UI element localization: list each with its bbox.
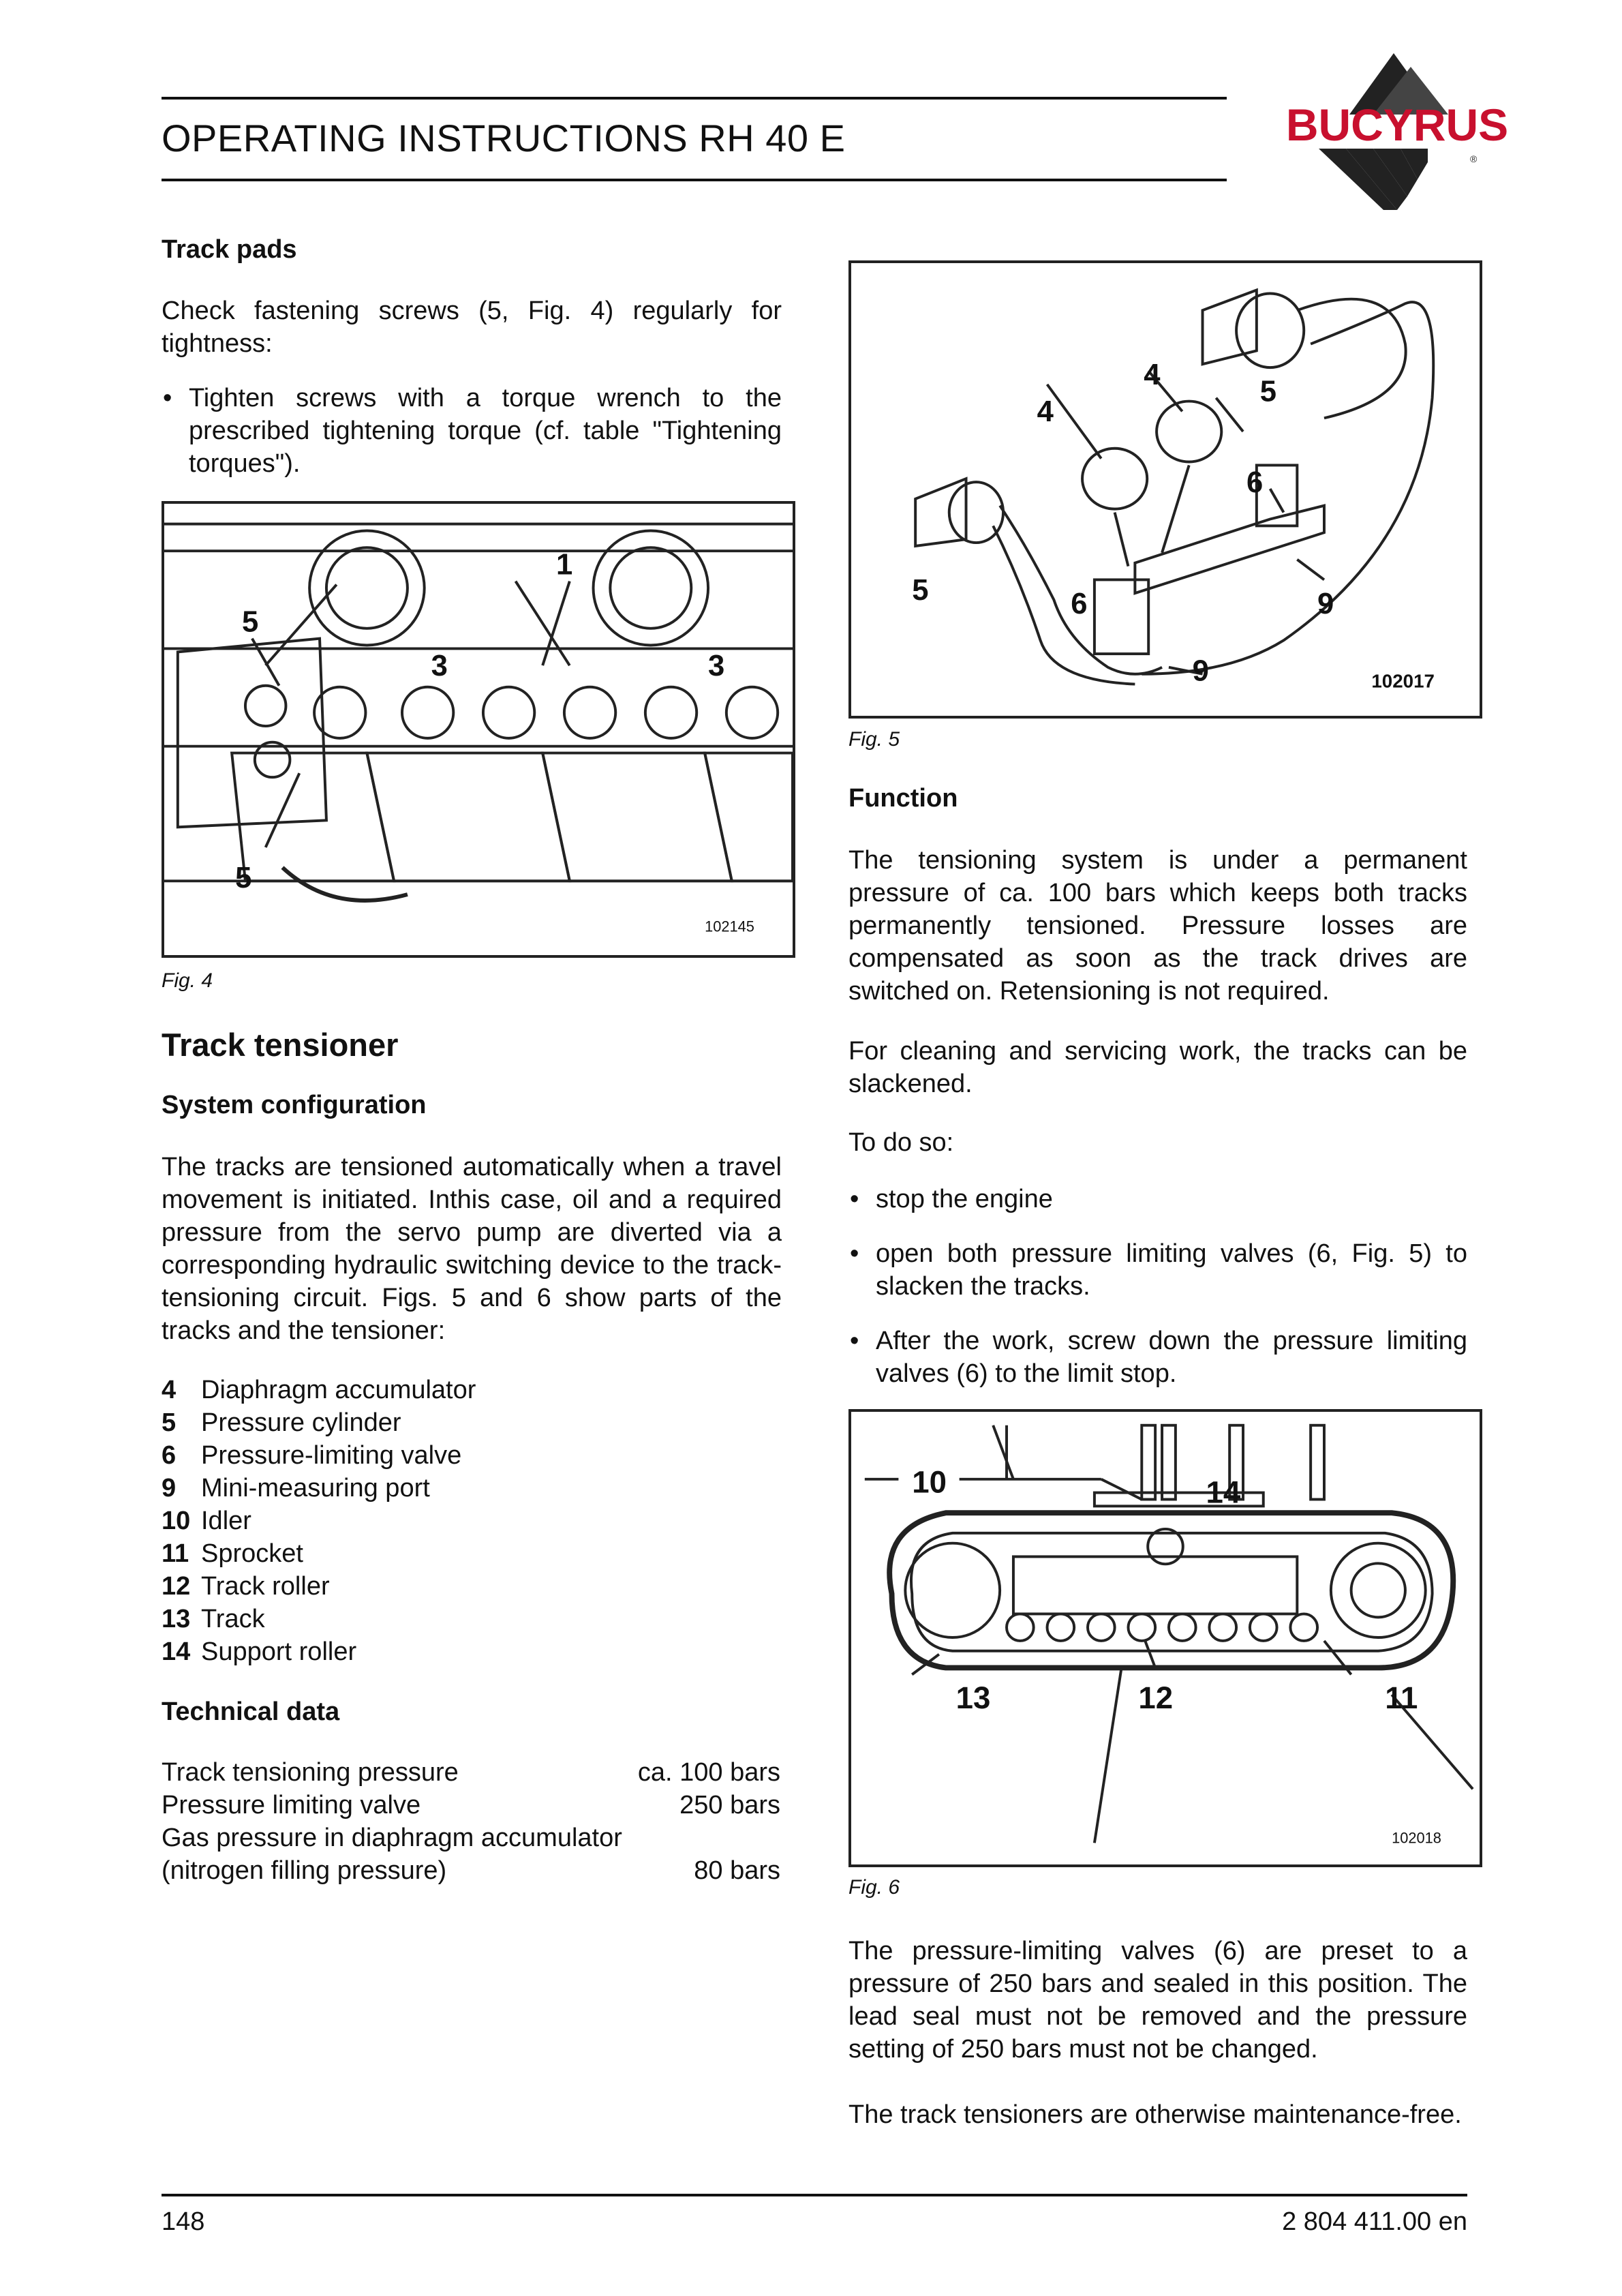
track-pads-heading: Track pads <box>162 235 297 264</box>
track-tensioner-heading: Track tensioner <box>162 1027 399 1063</box>
todo-text: To do so: <box>848 1128 954 1157</box>
cleaning-text: For cleaning and servicing work, the tracks can be slackened. <box>848 1037 1467 1098</box>
procedure-step <box>850 1325 1467 1390</box>
fig5-label-6-left: 6 <box>1071 587 1088 620</box>
bullet-dot: • <box>850 1185 859 1213</box>
svg-text:®: ® <box>1470 153 1478 164</box>
legend-number: 11 <box>162 1539 189 1568</box>
legend-item <box>162 1537 303 1570</box>
legend-number: 4 <box>162 1376 177 1404</box>
fig5-label-5-top: 5 <box>1259 375 1277 408</box>
legend-item <box>162 1472 430 1505</box>
procedure-step-text: open both pressure limiting valves (6, Fig. 5) to slacken the tracks. <box>876 1239 1467 1301</box>
fig6-label-13: 13 <box>955 1680 991 1715</box>
legend-number: 6 <box>162 1441 177 1470</box>
fig6-label-11: 11 <box>1385 1680 1418 1715</box>
legend-label: Diaphragm accumulator <box>201 1376 476 1404</box>
procedure-step <box>850 1237 1467 1303</box>
legend-item <box>162 1570 330 1603</box>
procedure-step-text: After the work, screw down the pressure limiting valves (6) to the limit stop. <box>876 1327 1467 1388</box>
legend-label: Sprocket <box>201 1539 303 1568</box>
figure-4-track-pads <box>162 501 795 958</box>
technical-label: Track tensioning pressure <box>162 1758 459 1787</box>
preset-text: The pressure-limiting valves (6) are preset to a pressure of 250 bars and sealed in this position. The lead seal must not be removed and the pressure setting of 250 bars must not be changed. <box>848 1937 1467 2064</box>
procedure-step <box>850 1183 1467 1215</box>
legend-label: Track roller <box>201 1572 330 1601</box>
legend-label: Mini-measuring port <box>201 1474 430 1502</box>
technical-value: ca. 100 bars <box>637 1758 780 1787</box>
legend-item <box>162 1505 251 1537</box>
fig5-label-6-top: 6 <box>1246 466 1264 499</box>
fig4-label-5-bottom: 5 <box>235 862 252 895</box>
legend-number: 13 <box>162 1605 191 1633</box>
fig4-number: 102145 <box>705 918 754 935</box>
bullet-dot: • <box>163 384 172 412</box>
legend-item <box>162 1439 461 1472</box>
technical-row <box>162 1822 780 1854</box>
technical-row <box>162 1756 780 1789</box>
bullet-dot: • <box>850 1327 859 1355</box>
legend-label: Track <box>201 1605 265 1633</box>
header-bottom-rule <box>162 179 1227 181</box>
fig6-label-12: 12 <box>1138 1680 1174 1715</box>
fig5-label-4-left: 4 <box>1037 395 1054 429</box>
technical-value: 250 bars <box>679 1791 780 1819</box>
technical-value: 80 bars <box>694 1856 780 1885</box>
footer-rule <box>162 2194 1467 2196</box>
technical-row <box>162 1789 780 1822</box>
procedure-step-text: stop the engine <box>876 1185 1053 1213</box>
fig4-label-1: 1 <box>556 548 573 581</box>
legend-label: Idler <box>201 1507 251 1535</box>
legend-item <box>162 1406 401 1439</box>
fig6-label-14: 14 <box>1206 1475 1241 1510</box>
legend-number: 10 <box>162 1507 191 1535</box>
legend-label: Pressure-limiting valve <box>201 1441 462 1470</box>
legend-label: Support roller <box>201 1637 357 1666</box>
fig5-caption: Fig. 5 <box>848 728 900 751</box>
track-pads-text: Check fastening screws (5, Fig. 4) regularly for tightness: <box>162 297 782 358</box>
fig5-label-9-right: 9 <box>1317 587 1334 620</box>
fig5-label-5-left: 5 <box>912 574 929 607</box>
fig5-label-9-bottom: 9 <box>1192 654 1209 688</box>
track-pads-bullet-text: Tighten screws with a torque wrench to the prescribed tightening torque (cf. table "Tightening torques"). <box>189 384 782 478</box>
legend-number: 12 <box>162 1572 191 1601</box>
page-number: 148 <box>162 2207 205 2236</box>
document-id: 2 804 411.00 en <box>1282 2207 1467 2236</box>
page-title: OPERATING INSTRUCTIONS RH 40 E <box>162 117 846 160</box>
system-configuration-heading: System configuration <box>162 1091 427 1119</box>
system-configuration-text: The tracks are tensioned automatically when a travel movement is initiated. Inthis case, oil and a required pressure from the servo pump are diverted via a corresponding hydraulic switching device to the track-tensioning circuit. Figs. 5 and 6 show parts of the tracks and the tensioner: <box>162 1153 782 1345</box>
figure-5-tensioner-hydraulics <box>848 260 1482 719</box>
figure-6-track-assembly <box>848 1409 1482 1867</box>
legend-item <box>162 1603 265 1635</box>
legend-item <box>162 1374 476 1406</box>
bucyrus-logo <box>1264 53 1530 217</box>
fig4-caption: Fig. 4 <box>162 969 213 992</box>
fig6-number: 102018 <box>1392 1829 1441 1847</box>
legend-label: Pressure cylinder <box>201 1408 401 1437</box>
brand-text: BUCYRUS <box>1285 100 1509 150</box>
maintenance-text: The track tensioners are otherwise maintenance-free. <box>848 2100 1462 2129</box>
track-pads-bullet <box>163 382 782 480</box>
function-text: The tensioning system is under a permanent pressure of ca. 100 bars which keeps both tracks permanently tensioned. Pressure losses are compensated as soon as the track drives are switched on. Retensioning is not required. <box>848 846 1467 1006</box>
technical-label: (nitrogen filling pressure) <box>162 1856 447 1885</box>
fig5-number: 102017 <box>1371 670 1435 692</box>
technical-label: Gas pressure in diaphragm accumulator <box>162 1824 622 1852</box>
fig6-label-10: 10 <box>912 1464 947 1500</box>
fig5-label-4-top: 4 <box>1144 358 1161 391</box>
bullet-dot: • <box>850 1239 859 1268</box>
legend-number: 5 <box>162 1408 177 1437</box>
fig4-label-3-left: 3 <box>431 650 448 682</box>
fig4-label-5-top: 5 <box>242 605 259 639</box>
fig6-caption: Fig. 6 <box>848 1876 900 1899</box>
legend-number: 9 <box>162 1474 177 1502</box>
fig4-label-3-right: 3 <box>708 650 725 682</box>
function-heading: Function <box>848 784 958 813</box>
technical-label: Pressure limiting valve <box>162 1791 421 1819</box>
legend-item <box>162 1635 356 1668</box>
legend-number: 14 <box>162 1637 191 1666</box>
technical-row <box>162 1854 780 1887</box>
technical-data-heading: Technical data <box>162 1697 340 1726</box>
header-top-rule <box>162 97 1227 100</box>
